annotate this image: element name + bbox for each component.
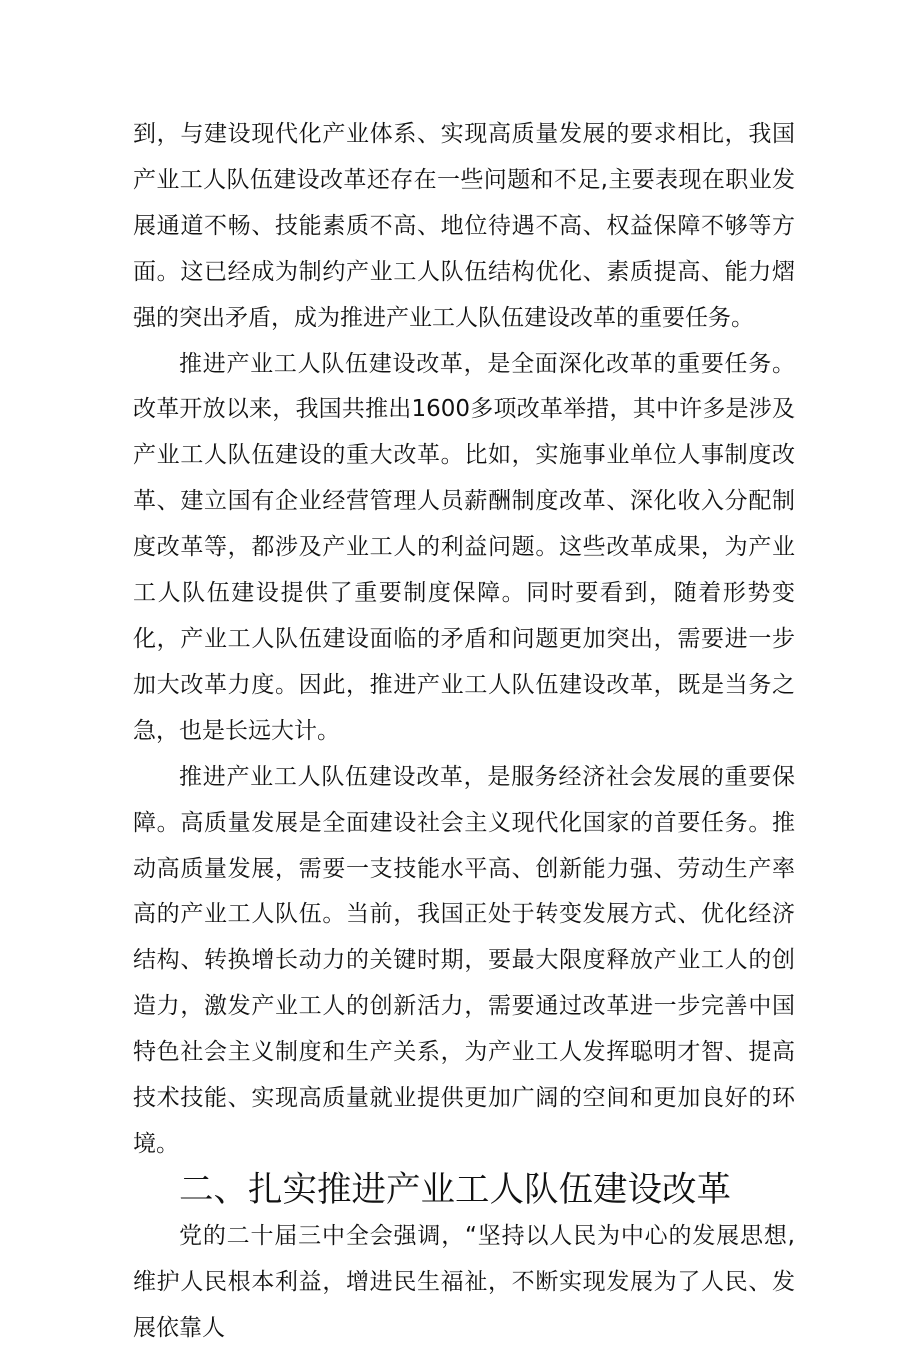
paragraph-deepen-reform: 推进产业工人队伍建设改革，是全面深化改革的重要任务。改革开放以来，我国共推出1600多项改革举措，其中许多是涉及产业工人队伍建设的重大改革。比如，实施事业单位人事制度改革、建立国有企业经营管理人员薪酬制度改革、深化收入分配制度改革等，都涉及产业工人的利益问题。这些改革成果，为产业工人队伍建设提供了重要制度保障。同时要看到，随着形势变化，产业工人队伍建设面临的矛盾和问题更加突出，需要进一步加大改革力度。因此，推进产业工人队伍建设改革，既是当务之急，也是长远大计。: [133, 350, 795, 744]
paragraph-plenary-session: 党的二十届三中全会强调，“坚持以人民为中心的发展思想,维护人民根本利益，增进民生福祉，不断实现发展为了人民、发展依靠人: [133, 1222, 795, 1341]
section-heading: 二、扎实推进产业工人队伍建设改革: [179, 1169, 731, 1210]
paragraph-economic-development: 推进产业工人队伍建设改革，是服务经济社会发展的重要保障。高质量发展是全面建设社会主义现代化国家的首要任务。推动高质量发展，需要一支技能水平高、创新能力强、劳动生产率高的产业工人队伍。当前，我国正处于转变发展方式、优化经济结构、转换增长动力的关键时期，要最大限度释放产业工人的创造力，激发产业工人的创新活力，需要通过改革进一步完善中国特色社会主义制度和生产关系，为产业工人发挥聪明才智、提高技术技能、实现高质量就业提供更加广阔的空间和更加良好的环境。: [133, 763, 795, 1157]
document-body: [133, 112, 795, 1351]
paragraph-continuation: 到，与建设现代化产业体系、实现高质量发展的要求相比，我国产业工人队伍建设改革还存在一些问题和不足,主要表现在职业发展通道不畅、技能素质不高、地位待遇不高、权益保障不够等方面。这已经成为制约产业工人队伍结构优化、素质提高、能力熠强的突出矛盾，成为推进产业工人队伍建设改革的重要任务。: [133, 121, 795, 331]
